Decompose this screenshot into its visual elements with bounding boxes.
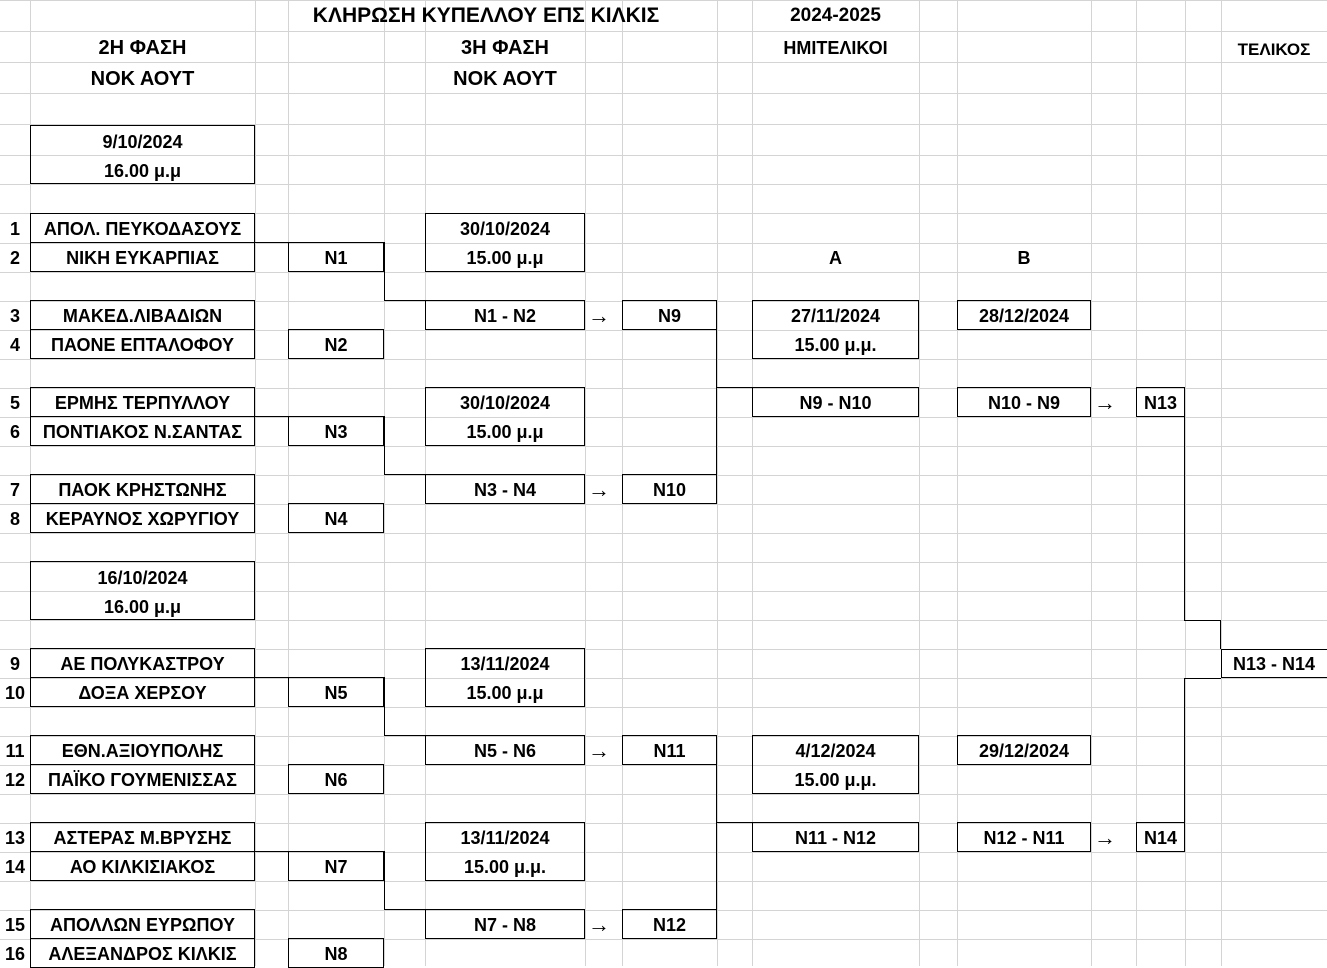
team-seed: 3 — [9, 305, 20, 326]
round3-winner: N9 — [657, 305, 681, 326]
team-name: ΝΙΚΗ ΕΥΚΑΡΠΙΑΣ — [66, 247, 219, 268]
team-seed: 15 — [4, 914, 26, 935]
round3-match: N3 - N4 — [473, 479, 536, 500]
semis-leg-b-label: Β — [1017, 247, 1031, 268]
semi-winner: N13 — [1143, 392, 1178, 413]
round2-winner: N7 — [324, 856, 348, 877]
round3-date: 30/10/2024 — [459, 218, 551, 239]
team-seed: 10 — [4, 682, 26, 703]
semi-leg-b-date: 29/12/2024 — [978, 740, 1070, 761]
bracket-line — [1220, 620, 1221, 649]
bracket-line — [255, 677, 384, 678]
team-name: ΕΘΝ.ΑΞΙΟΥΠΟΛΗΣ — [61, 740, 224, 761]
round3-time: 15.00 μ.μ — [466, 682, 544, 703]
semi-leg-a-time: 15.00 μ.μ. — [794, 334, 877, 355]
bracket-line — [384, 416, 385, 474]
team-name: ΔΟΞΑ ΧΕΡΣΟΥ — [78, 682, 207, 703]
semis-leg-a-label: Α — [829, 247, 842, 268]
round3-date: 13/11/2024 — [460, 653, 550, 674]
team-seed: 5 — [9, 392, 20, 413]
team-name: ΑΠΟΛΛΩΝ ΕΥΡΩΠΟΥ — [50, 914, 235, 935]
round3-match: N1 - N2 — [473, 305, 536, 326]
bracket-line — [384, 909, 425, 910]
semi-leg-a-date: 4/12/2024 — [795, 740, 876, 761]
round3-match: N7 - N8 — [473, 914, 536, 935]
round3-time: 15.00 μ.μ — [466, 247, 544, 268]
semi-leg-b-match: N12 - N11 — [983, 827, 1065, 848]
bracket-line — [1184, 678, 1185, 852]
team-seed: 11 — [5, 740, 25, 761]
phase2-heading: 2Η ΦΑΣΗ — [98, 36, 187, 59]
round3-time: 15.00 μ.μ. — [463, 856, 547, 877]
bracket-line — [384, 474, 425, 475]
bracket-line — [384, 735, 425, 736]
team-name: ΠΟΝΤΙΑΚΟΣ Ν.ΣΑΝΤΑΣ — [42, 421, 243, 442]
arrow-icon: → — [588, 911, 610, 937]
team-seed: 7 — [9, 479, 20, 500]
team-seed: 8 — [9, 508, 20, 529]
semi-leg-a-date: 27/11/2024 — [790, 305, 881, 326]
team-name: ΠΑΪΚΟ ΓΟΥΜΕΝΙΣΣΑΣ — [48, 769, 237, 790]
arrow-icon: → — [1094, 389, 1116, 415]
arrow-icon: → — [588, 302, 610, 328]
team-seed: 2 — [9, 247, 20, 268]
phase3-subheading: ΝΟΚ ΑΟΥΤ — [453, 67, 557, 90]
team-seed: 4 — [9, 334, 20, 355]
bracket-line — [255, 851, 384, 852]
team-name: ΜΑΚΕΔ.ΛΙΒΑΔΙΩΝ — [62, 305, 223, 326]
phase2-subheading: ΝΟΚ ΑΟΥΤ — [90, 67, 195, 90]
team-name: ΑΕ ΠΟΛΥΚΑΣΤΡΟΥ — [60, 653, 225, 674]
bracket-line — [384, 300, 425, 301]
team-name: ΑΛΕΞΑΝΔΡΟΣ ΚΙΛΚΙΣ — [48, 943, 237, 964]
team-name: ΕΡΜΗΣ ΤΕΡΠΥΛΛΟΥ — [54, 392, 231, 413]
team-name: ΑΠΟΛ. ΠΕΥΚΟΔΑΣΟΥΣ — [43, 218, 242, 239]
team-seed: 12 — [4, 769, 26, 790]
round2-date-1: 9/10/2024 — [102, 131, 183, 152]
round2-winner: N1 — [324, 247, 348, 268]
bracket-line — [716, 387, 752, 388]
round2-time-1: 16.00 μ.μ — [103, 160, 182, 181]
round3-date: 30/10/2024 — [459, 392, 551, 413]
round2-winner: N5 — [324, 682, 348, 703]
team-seed: 1 — [9, 218, 20, 239]
team-name: ΠΑΟΝΕ ΕΠΤΑΛΟΦΟΥ — [51, 334, 234, 355]
final-heading: ΤΕΛΙΚΟΣ — [1237, 40, 1311, 59]
bracket-line — [716, 822, 752, 823]
round3-match: N5 - N6 — [473, 740, 536, 761]
team-name: ΠΑΟΚ ΚΡΗΣΤΩΝΗΣ — [58, 479, 227, 500]
arrow-icon: → — [1094, 824, 1116, 850]
bracket-line — [384, 242, 385, 300]
bracket-line — [1184, 417, 1185, 620]
round2-winner: N2 — [324, 334, 348, 355]
final-match: N13 - N14 — [1232, 653, 1316, 674]
semi-winner: N14 — [1143, 827, 1178, 848]
round2-winner: N8 — [324, 943, 348, 964]
bracket-line — [255, 242, 384, 243]
round3-date: 13/11/2024 — [460, 827, 550, 848]
phase3-heading: 3Η ΦΑΣΗ — [461, 36, 549, 59]
season-label: 2024-2025 — [790, 5, 881, 26]
bracket-line — [1184, 678, 1221, 679]
team-seed: 9 — [9, 653, 20, 674]
team-name: ΚΕΡΑΥΝΟΣ ΧΩΡΥΓΙΟΥ — [45, 508, 240, 529]
team-name: ΑΟ ΚΙΛΚΙΣΙΑΚΟΣ — [69, 856, 216, 877]
round3-winner: N10 — [652, 479, 687, 500]
page-title: ΚΛΗΡΩΣΗ ΚΥΠΕΛΛΟΥ ΕΠΣ ΚΙΛΚΙΣ — [312, 4, 660, 27]
semi-leg-a-match: N9 - N10 — [799, 392, 872, 413]
round2-winner: N4 — [324, 508, 348, 529]
round2-date-2: 16/10/2024 — [97, 567, 188, 588]
bracket-line — [384, 677, 385, 735]
bracket-line — [1184, 620, 1221, 621]
round2-winner: N6 — [324, 769, 348, 790]
bracket-line — [716, 765, 717, 910]
arrow-icon: → — [588, 737, 610, 763]
round3-time: 15.00 μ.μ — [466, 421, 544, 442]
round3-winner: N11 — [653, 740, 686, 761]
bracket-line — [255, 416, 384, 417]
semi-leg-a-match: N11 - N12 — [794, 827, 877, 848]
round3-winner: N12 — [652, 914, 687, 935]
semi-leg-b-match: N10 - N9 — [987, 392, 1061, 413]
team-seed: 16 — [4, 943, 26, 964]
team-seed: 14 — [4, 856, 26, 877]
team-seed: 6 — [9, 421, 20, 442]
round2-time-2: 16.00 μ.μ — [103, 596, 182, 617]
semis-heading: ΗΜΙΤΕΛΙΚΟΙ — [783, 37, 888, 58]
semi-leg-a-time: 15.00 μ.μ. — [794, 769, 877, 790]
team-seed: 13 — [4, 827, 26, 848]
team-name: ΑΣΤΕΡΑΣ Μ.ΒΡΥΣΗΣ — [53, 827, 232, 848]
semi-leg-b-date: 28/12/2024 — [978, 305, 1070, 326]
arrow-icon: → — [588, 476, 610, 502]
round2-winner: N3 — [324, 421, 348, 442]
bracket-line — [716, 330, 717, 475]
bracket-line — [384, 851, 385, 909]
